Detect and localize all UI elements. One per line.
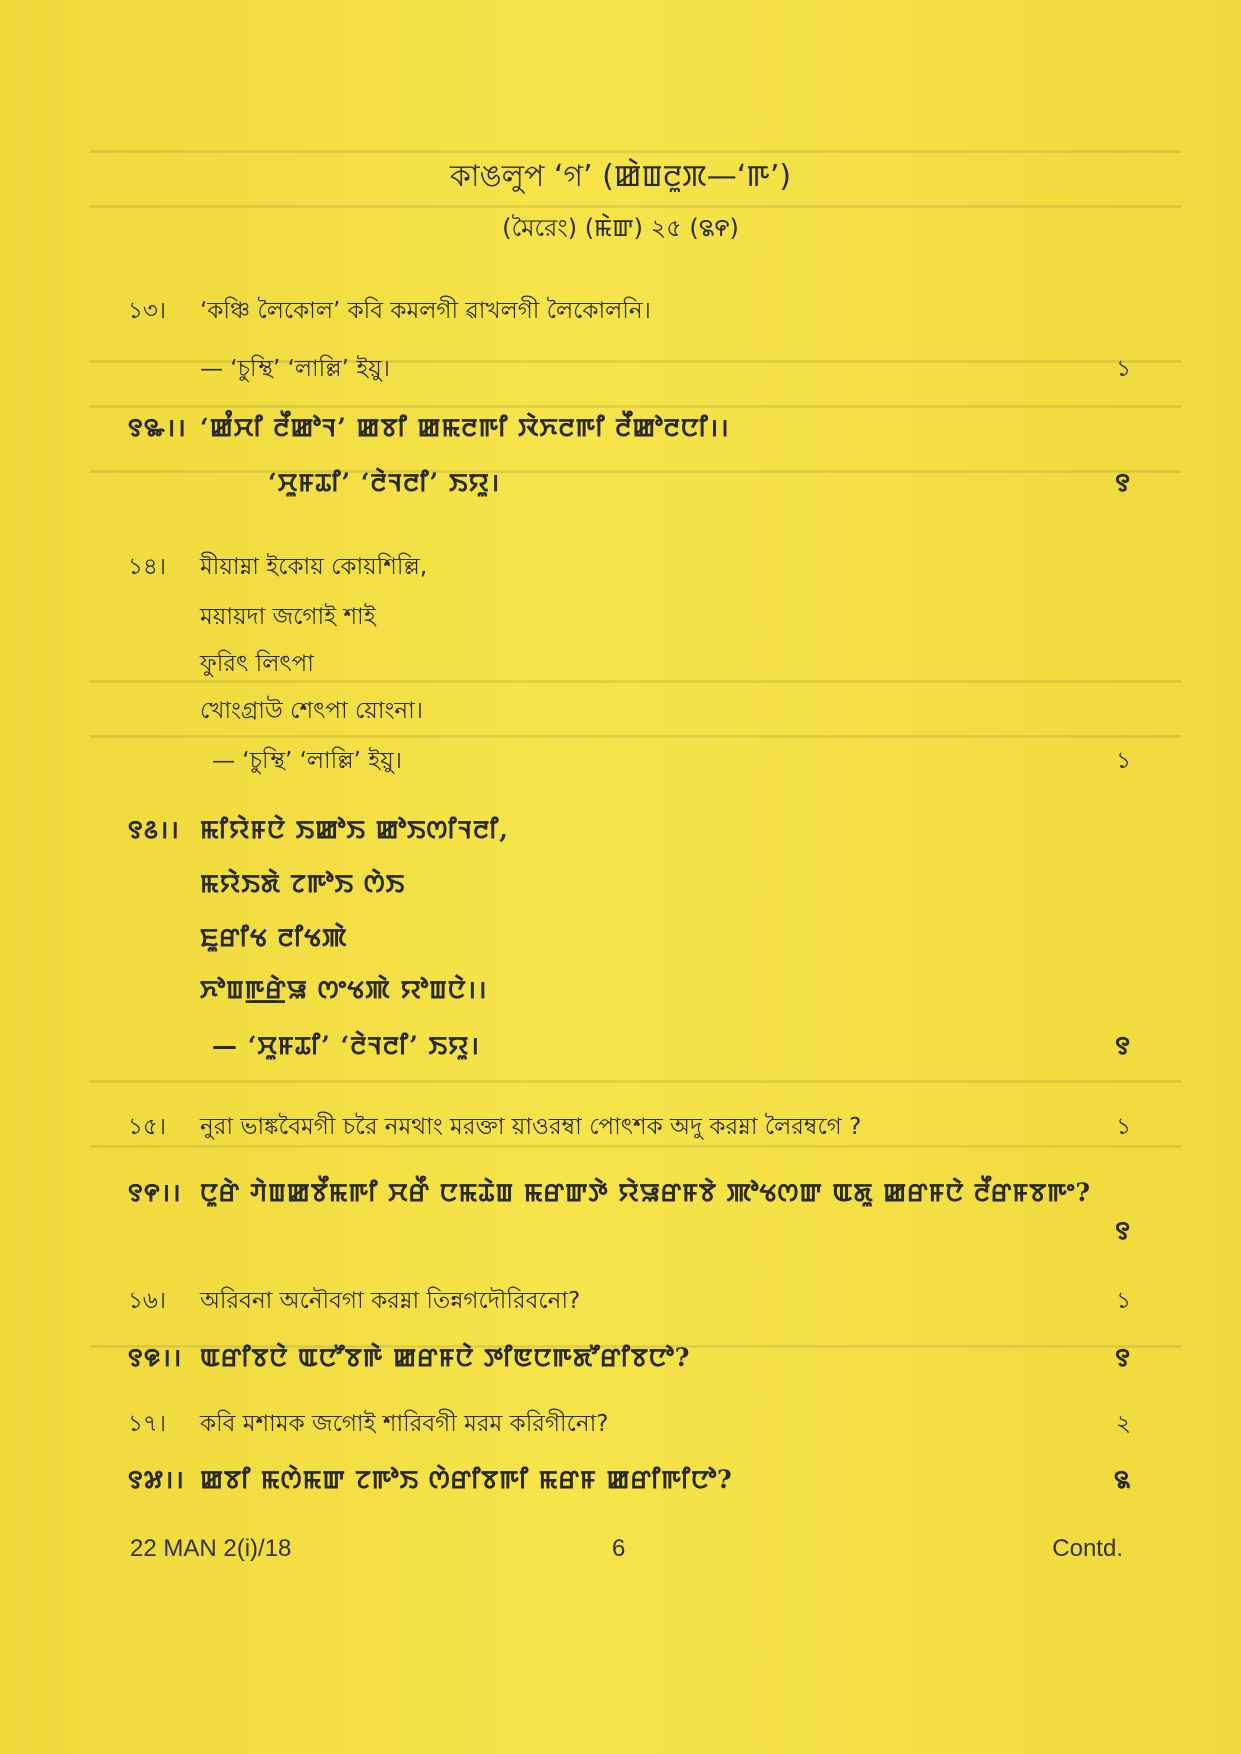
poem-attribution <box>128 742 1131 786</box>
question-text: — ‘চুম্থি’ ‘লাল্লি’ ইয়ু। <box>200 356 390 382</box>
question-number: ꯱꯷।। <box>128 1465 185 1494</box>
poem-line <box>128 645 1131 689</box>
question-text: খোংগ্রাউ শেৎপা য়োংনা। <box>200 698 424 724</box>
question-marks: ১ <box>1116 748 1131 774</box>
question-text: ꯅꯨꯔꯥ ꯚꯥꯡꯀꯕꯩꯃꯒꯤ ꯆꯔꯩ ꯅꯃꯊꯥꯡ ꯃꯔꯛꯇꯥ ꯌꯥꯎꯔꯝꯕꯥ ꯄꯣꯠꯁꯛ ꯑꯗꯨ ꯀꯔꯝꯅꯥ ꯂꯩꯔꯝꯕꯒꯦ? <box>200 1178 1092 1207</box>
question-number: ১৩। <box>128 298 167 324</box>
question-text: অরিবনা অনৌবগা করম্না তিন্নগদৌরিবনো? <box>200 1288 581 1314</box>
question-text: ꯀꯕꯤ ꯃꯁꯥꯃꯛ ꯖꯒꯣꯏ ꯁꯥꯔꯤꯕꯒꯤ ꯃꯔꯝ ꯀꯔꯤꯒꯤꯅꯣ? <box>200 1465 733 1494</box>
question-number: ꯱꯳।। <box>128 413 187 442</box>
question-marks: ꯱ <box>1115 468 1131 497</box>
poem-attribution <box>128 1028 1131 1072</box>
question-text: ꯃꯤꯌꯥꯝꯅꯥ ꯏꯀꯣꯏ ꯀꯣꯏꯁꯤꯜꯂꯤ, <box>200 815 510 844</box>
question-marks: ꯲ <box>1113 1465 1131 1494</box>
question-17-mm <box>128 1462 1131 1506</box>
question-13-mm-cont <box>128 465 1131 509</box>
question-14-mm <box>128 812 1131 856</box>
question-number: ১৬। <box>128 1288 167 1314</box>
question-text: ফুরিৎ লিৎপা <box>200 651 314 677</box>
question-17-bn <box>128 1405 1131 1449</box>
question-13-mm <box>128 410 1131 454</box>
question-number: ꯱꯶।। <box>128 1343 183 1372</box>
question-marks: ꯱ <box>1115 1343 1131 1372</box>
question-marks: ২ <box>1116 1411 1131 1437</box>
question-marks: ꯱ <box>1115 1031 1131 1060</box>
section-subtitle: (মৈরেং) (ꯃꯥꯛ) ২৫ (꯲꯵) <box>502 214 739 242</box>
poem-line <box>128 866 1131 910</box>
question-number: ꯱꯴।। <box>128 815 180 844</box>
question-text: — ‘ꯆꯨꯝꯊꯤ’ ‘ꯂꯥꯜꯂꯤ’ ꯏꯌꯨ। <box>212 1031 480 1060</box>
question-16-bn <box>128 1282 1131 1326</box>
poem-line <box>128 692 1131 736</box>
question-marks: ১ <box>1116 1114 1131 1140</box>
page-number: 6 <box>612 1535 626 1562</box>
question-14-bn <box>128 548 1131 592</box>
paper-code: 22 MAN 2(i)/18 <box>130 1535 292 1562</box>
question-marks: ꯱ <box>1115 1216 1131 1245</box>
question-number: ১৫। <box>128 1114 167 1140</box>
question-number: ꯱꯵।। <box>128 1178 182 1207</box>
question-text: ‘ꯆꯨꯝꯊꯤ’ ‘ꯂꯥꯜꯂꯤ’ ꯏꯌꯨ। <box>268 468 501 497</box>
question-number: ১৭। <box>128 1411 167 1437</box>
question-text: মীয়াম্না ইকোয় কোয়শিল্লি, <box>200 554 428 580</box>
question-text: ꯑꯔꯤꯕꯅꯥ ꯑꯅꯧꯕꯒꯥ ꯀꯔꯝꯅꯥ ꯇꯤꯟꯅꯒꯗꯧꯔꯤꯕꯅꯣ? <box>200 1343 691 1372</box>
question-13-bn-cont <box>128 350 1131 394</box>
question-16-mm <box>128 1340 1131 1384</box>
question-marks: ১ <box>1116 356 1131 382</box>
question-13-bn <box>128 292 1131 336</box>
poem-line <box>128 972 1131 1016</box>
question-text: কবি মশামক জগোই শারিবগী মরম করিগীনো? <box>200 1411 609 1437</box>
poem-line <box>128 920 1131 964</box>
question-text: ‘ꯀꯪꯆꯤ ꯂꯩꯀꯣꯜ’ ꯀꯕꯤ ꯀꯃꯂꯒꯤ ꯋꯥꯈꯂꯒꯤ ꯂꯩꯀꯣꯂꯅꯤ।। <box>200 413 730 442</box>
question-number: ১৪। <box>128 554 167 580</box>
section-title: কাঙলুপ ‘গ’ (ꯀꯥꯡꯂꯨꯞ—‘ꯒ’) <box>449 159 792 194</box>
continued-label: Contd. <box>1052 1535 1123 1562</box>
poem-line <box>128 598 1131 642</box>
question-15-mm <box>128 1175 1131 1245</box>
question-text: নুরা ভাঙ্কবৈমগী চরৈ নমথাং মরক্তা য়াওরম্বা পোৎশক অদু করম্না লৈরম্বগে ? <box>200 1114 862 1140</box>
question-text: — ‘চুম্থি’ ‘লাল্লি’ ইয়ু। <box>212 748 402 774</box>
question-text: ꯈꯣꯡꯒ꯭ꯔꯥꯎ ꯁꯦꯠꯄꯥ ꯌꯣꯡꯅꯥ।। <box>200 975 488 1004</box>
question-text: ‘কঞ্চি লৈকোল’ কবি কমলগী ৱাখলগী লৈকোলনি। <box>200 298 651 324</box>
question-text: ꯐꯨꯔꯤꯠ ꯂꯤꯠꯄꯥ <box>200 923 348 952</box>
question-text: ময়ায়দা জগোই শাই <box>200 604 376 630</box>
question-15-bn <box>128 1108 1131 1152</box>
question-text: ꯃꯌꯥꯏꯗꯥ ꯖꯒꯣꯏ ꯁꯥꯏ <box>200 869 406 898</box>
question-marks: ১ <box>1116 1288 1131 1314</box>
